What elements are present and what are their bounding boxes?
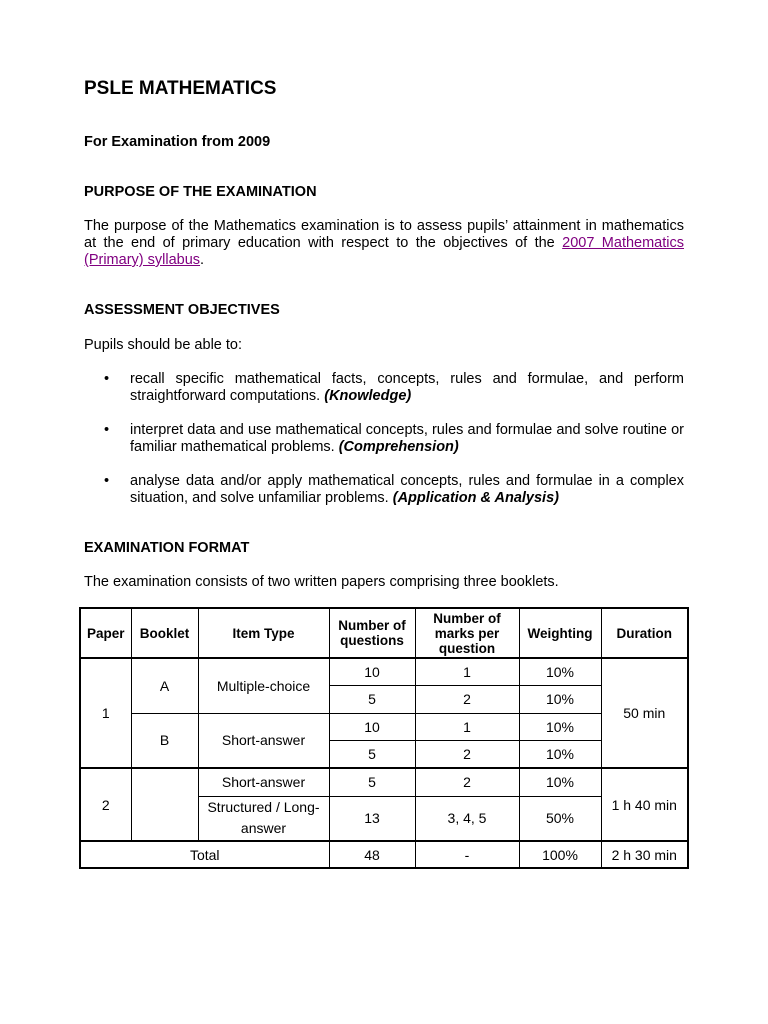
format-intro: The examination consists of two written papers comprising three booklets. <box>84 574 559 590</box>
objectives-heading: ASSESSMENT OBJECTIVES <box>84 302 280 318</box>
header-booklet: Booklet <box>131 608 198 658</box>
header-duration: Duration <box>601 608 688 658</box>
page-title: PSLE MATHEMATICS <box>84 78 277 99</box>
cell-booklet: B <box>131 713 198 768</box>
header-paper: Paper <box>80 608 131 658</box>
cell-questions: 5 <box>329 768 415 796</box>
objective-text: interpret data and use mathematical concepts, rules and formulae and solve routine or familiar mathematical problems. <box>130 422 684 455</box>
purpose-text-end: . <box>200 252 205 268</box>
cell-duration: 50 min <box>601 658 688 768</box>
cell-marks: 1 <box>415 658 519 685</box>
cell-questions: 5 <box>329 740 415 768</box>
subtitle: For Examination from 2009 <box>84 134 271 150</box>
purpose-heading: PURPOSE OF THE EXAMINATION <box>84 184 317 200</box>
objective-text: recall specific mathematical facts, concepts, rules and formulae, and perform straightforward computations. <box>130 371 684 404</box>
cell-weighting: 10% <box>519 768 601 796</box>
cell-marks: 3, 4, 5 <box>415 796 519 841</box>
table-header-row <box>80 608 688 658</box>
cell-questions: 13 <box>329 796 415 841</box>
objective-tag: (Comprehension) <box>338 439 459 455</box>
cell-total-questions: 48 <box>329 841 415 868</box>
bullet-icon: • <box>104 371 110 387</box>
bullet-icon: • <box>104 473 110 489</box>
format-heading: EXAMINATION FORMAT <box>84 540 250 556</box>
cell-total-weighting: 100% <box>519 841 601 868</box>
table-row <box>80 658 688 685</box>
table-row <box>80 713 688 740</box>
cell-marks: 1 <box>415 713 519 740</box>
cell-item-type: Short-answer <box>198 713 329 768</box>
objective-text: analyse data and/or apply mathematical concepts, rules and formulae in a complex situation, and solve unfamiliar problems. <box>130 473 684 506</box>
objective-item <box>130 371 684 405</box>
header-num-questions: Number of questions <box>329 608 415 658</box>
exam-format-table <box>79 607 689 869</box>
cell-total-duration: 2 h 30 min <box>601 841 688 868</box>
cell-weighting: 10% <box>519 740 601 768</box>
header-item-type: Item Type <box>198 608 329 658</box>
cell-booklet-empty <box>131 768 198 841</box>
syllabus-link[interactable]: 2007 Mathematics (Primary) syllabus <box>84 235 684 268</box>
cell-total-label: Total <box>80 841 329 868</box>
cell-weighting: 10% <box>519 658 601 685</box>
cell-marks: 2 <box>415 768 519 796</box>
table-total-row <box>80 841 688 868</box>
cell-weighting: 50% <box>519 796 601 841</box>
objective-tag: (Application & Analysis) <box>392 490 559 506</box>
purpose-text: The purpose of the Mathematics examination is to assess pupils’ attainment in mathematics at the end of primary education with respect to the objectives of the <box>84 218 684 251</box>
cell-weighting: 10% <box>519 685 601 713</box>
cell-marks: 2 <box>415 685 519 713</box>
cell-item-type: Structured / Long-answer <box>198 796 329 841</box>
cell-item-type: Short-answer <box>198 768 329 796</box>
cell-duration: 1 h 40 min <box>601 768 688 841</box>
cell-total-marks: - <box>415 841 519 868</box>
objective-item <box>130 473 684 507</box>
cell-paper: 2 <box>80 768 131 841</box>
bullet-icon: • <box>104 422 110 438</box>
objective-tag: (Knowledge) <box>324 388 412 404</box>
objective-item <box>130 422 684 456</box>
cell-weighting: 10% <box>519 713 601 740</box>
cell-questions: 10 <box>329 713 415 740</box>
cell-paper: 1 <box>80 658 131 768</box>
cell-questions: 5 <box>329 685 415 713</box>
purpose-paragraph <box>84 218 684 269</box>
cell-questions: 10 <box>329 658 415 685</box>
cell-booklet: A <box>131 658 198 713</box>
cell-marks: 2 <box>415 740 519 768</box>
header-marks-per-question: Number of marks per question <box>415 608 519 658</box>
cell-item-type: Multiple-choice <box>198 658 329 713</box>
table-row <box>80 768 688 796</box>
header-weighting: Weighting <box>519 608 601 658</box>
objectives-intro: Pupils should be able to: <box>84 337 242 353</box>
